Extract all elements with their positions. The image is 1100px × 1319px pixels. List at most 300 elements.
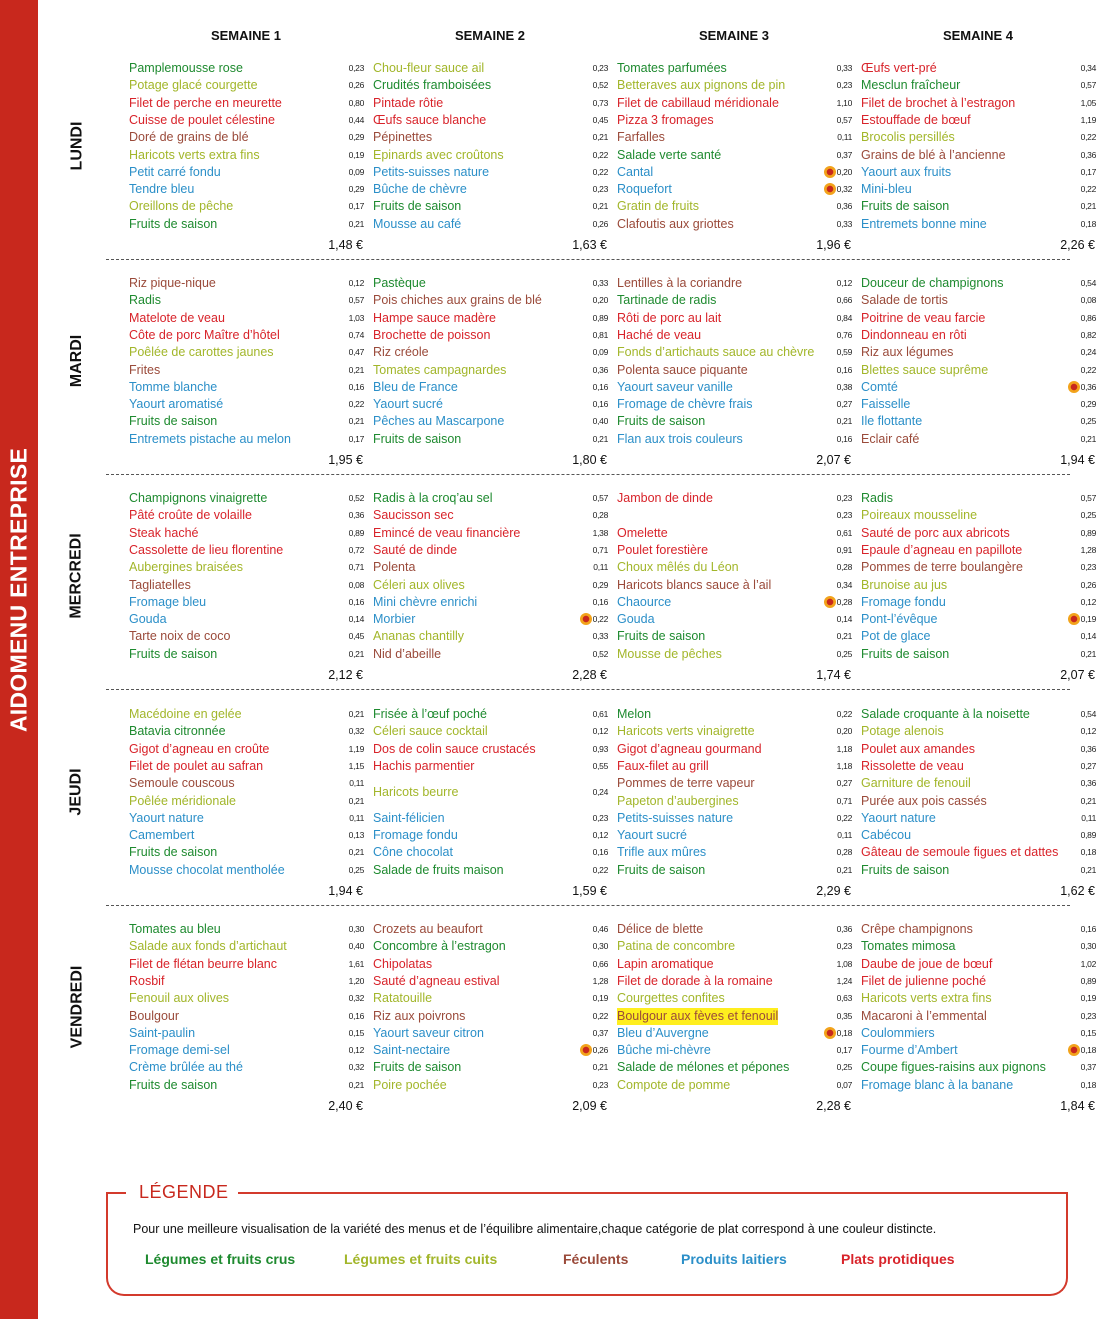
day-label-text: JEUDI (68, 768, 85, 816)
menu-item (861, 396, 1096, 413)
menu-item (129, 1077, 364, 1094)
dish-name: Estouffade de bœuf (861, 112, 971, 127)
menu-item (373, 181, 608, 198)
dish-price: 0,21 (836, 864, 852, 875)
dish-price: 0,66 (836, 295, 852, 306)
menu-item (617, 1059, 852, 1076)
dish-name: Œufs sauce blanche (373, 112, 487, 127)
dish-name: Sauté de porc aux abricots (861, 525, 1010, 540)
dish-name: Fruits de saison (129, 1077, 218, 1092)
menu-item (129, 921, 364, 938)
dish-price: 0,21 (348, 364, 364, 375)
dish-price: 0,23 (592, 812, 608, 823)
menu-item (373, 973, 608, 990)
dish-price: 0,38 (836, 381, 852, 392)
menu-item (617, 379, 852, 396)
dish-price: 0,12 (592, 726, 608, 737)
dish-name: Céleri sauce cocktail (373, 724, 488, 739)
menu-item (129, 938, 364, 955)
dish-name: Fenouil aux olives (129, 991, 230, 1006)
menu-item (129, 723, 364, 740)
dish-name: Poulet aux amandes (861, 741, 975, 756)
dish-name: Brochette de poisson (373, 327, 491, 342)
dish-price: 0,24 (1080, 347, 1096, 358)
aoc-label-icon (580, 613, 592, 625)
dish-name: Haricots verts extra fins (129, 147, 260, 162)
day-total-price: 2,40 € (328, 1099, 363, 1113)
menu-item (129, 198, 364, 215)
menu-item (861, 344, 1096, 361)
day-label (54, 706, 100, 878)
dish-price: 0,29 (592, 579, 608, 590)
dish-name: Entremets bonne mine (861, 216, 987, 231)
dish-name: Délice de blette (617, 922, 704, 936)
dish-name: Filet de dorade à la romaine (617, 973, 773, 988)
dish-name: Aubergines braisées (129, 560, 243, 575)
menu-item (129, 1025, 364, 1042)
menu-item (129, 112, 364, 129)
dish-name: Riz pique-nique (129, 276, 216, 290)
dish-price: 0,89 (1080, 975, 1096, 986)
aoc-label-icon (1068, 381, 1080, 393)
menu-item (617, 181, 852, 198)
dish-price: 0,36 (836, 924, 852, 934)
dish-name: Radis (861, 491, 893, 505)
menu-item (129, 77, 364, 94)
dish-name: Filet de poulet au safran (129, 758, 264, 773)
dish-price: 0,80 (348, 97, 364, 108)
dish-price: 0,23 (836, 941, 852, 952)
dish-price: 0,21 (348, 709, 364, 719)
dish-price: 0,23 (1080, 1010, 1096, 1021)
dish-price: 0,11 (349, 778, 364, 789)
sidebar-title: AIDOMENU ENTREPRISE (5, 447, 32, 733)
dish-price: 1,02 (1080, 958, 1096, 969)
aoc-label-icon (1068, 613, 1080, 625)
dish-price: 1,28 (592, 975, 608, 986)
menu-item (129, 793, 364, 810)
menu-item (617, 844, 852, 861)
menu-item (129, 181, 364, 198)
dish-name: Filet de brochet à l’estragon (861, 95, 1016, 110)
day-total-price: 1,94 € (1060, 453, 1095, 467)
dish-name: Morbier (373, 612, 416, 627)
aoc-label-icon (580, 1044, 592, 1056)
menu-item (373, 413, 608, 430)
menu-item (617, 292, 852, 309)
dish-name: Radis (129, 293, 161, 308)
menu-item (617, 344, 852, 361)
menu-item (129, 559, 364, 576)
dish-name: Pot de glace (861, 629, 931, 644)
dish-name: Bleu de France (373, 379, 458, 394)
menu-item (861, 129, 1096, 146)
menu-item (861, 921, 1096, 938)
dish-name: Boulgour aux fèves et fenouil (617, 1008, 779, 1023)
menu-item (861, 275, 1096, 292)
dish-name: Salade croquante à la noisette (861, 707, 1030, 721)
menu-item (617, 525, 852, 542)
menu-item (373, 646, 608, 663)
dish-price: 1,05 (1080, 97, 1096, 108)
menu-item (617, 310, 852, 327)
menu-item (617, 594, 852, 611)
dish-name: Garniture de fenouil (861, 776, 971, 791)
dish-price: 0,32 (348, 993, 364, 1004)
dish-price: 0,19 (1080, 993, 1096, 1004)
menu-item (861, 1059, 1096, 1076)
dish-name: Haricots beurre (373, 784, 459, 799)
menu-item (617, 827, 852, 844)
dish-name: Oreillons de pêche (129, 199, 234, 214)
dish-name: Fruits de saison (861, 199, 950, 214)
dish-name: Pizza 3 fromages (617, 112, 714, 127)
dish-price: 0,16 (1080, 924, 1096, 934)
dish-name: Mousse de pêches (617, 646, 722, 661)
dish-price: 0,84 (836, 312, 852, 323)
dish-name: Polenta sauce piquante (617, 362, 748, 377)
dish-name: Mesclun fraîcheur (861, 78, 961, 93)
day-total-price: 2,28 € (572, 668, 607, 682)
day-total-price: 1,84 € (1060, 1099, 1095, 1113)
dish-name: Filet de flétan beurre blanc (129, 956, 278, 971)
dish-name: Fruits de saison (617, 414, 706, 429)
dish-price: 0,20 (836, 726, 852, 737)
menu-item (373, 112, 608, 129)
dish-name: Yaourt aux fruits (861, 164, 952, 179)
dish-name: Pépinettes (373, 130, 433, 145)
dish-name: Poitrine de veau farcie (861, 310, 986, 325)
dish-price: 0,23 (836, 510, 852, 521)
menu-item (373, 95, 608, 112)
dish-price: 0,37 (592, 1027, 608, 1038)
dish-price: 0,86 (1080, 312, 1096, 323)
dish-price: 0,21 (836, 631, 852, 642)
dish-price: 0,28 (836, 847, 852, 858)
dish-price: 0,52 (592, 648, 608, 659)
dish-name: Chipolatas (373, 956, 433, 971)
menu-item (617, 741, 852, 758)
dish-price: 0,17 (348, 433, 364, 444)
dish-name: Mini chèvre enrichi (373, 594, 478, 609)
dish-price: 0,25 (1080, 510, 1096, 521)
menu-item (861, 758, 1096, 775)
menu-item (861, 490, 1096, 507)
menu-item (373, 594, 608, 611)
dish-name: Pêches au Mascarpone (373, 414, 505, 429)
dish-price: 0,25 (348, 864, 364, 875)
day-total-price: 1,95 € (328, 453, 363, 467)
dish-price: 0,20 (592, 295, 608, 306)
dish-price: 0,16 (592, 596, 608, 607)
dish-name: Patina de concombre (617, 939, 736, 954)
dish-name: Petits-suisses nature (617, 810, 734, 825)
dish-name: Fruits de saison (617, 862, 706, 877)
dish-price: 0,21 (1080, 433, 1096, 444)
menu-item (617, 1077, 852, 1094)
dish-price: 0,16 (348, 596, 364, 607)
dish-name: Crêpe champignons (861, 922, 973, 936)
dish-name: Petits-suisses nature (373, 164, 490, 179)
day-total-price: 1,96 € (816, 238, 851, 252)
dish-price: 1,03 (348, 312, 364, 323)
dish-price: 0,89 (592, 312, 608, 323)
menu-item (861, 77, 1096, 94)
dish-price: 0,11 (593, 562, 608, 573)
legend-category-starches: Féculents (563, 1251, 629, 1267)
dish-name: Riz aux poivrons (373, 1008, 466, 1023)
menu-item (617, 507, 852, 524)
menu-item (861, 292, 1096, 309)
dish-name: Eclair café (861, 431, 920, 446)
dish-name: Pont-l’évêque (861, 612, 938, 627)
dish-name: Brocolis persillés (861, 130, 955, 145)
menu-item (617, 559, 852, 576)
day-separator (106, 259, 1070, 260)
dish-price: 0,35 (836, 1010, 852, 1021)
menu-item (861, 198, 1096, 215)
dish-name: Haricots verts vinaigrette (617, 724, 755, 739)
dish-name: Frites (129, 362, 161, 377)
menu-item (861, 628, 1096, 645)
dish-price: 0,22 (592, 864, 608, 875)
dish-name: Roquefort (617, 182, 672, 197)
menu-item (617, 723, 852, 740)
menu-item (129, 129, 364, 146)
day-total-price: 1,59 € (572, 884, 607, 898)
dish-price: 0,21 (348, 1079, 364, 1090)
menu-item (129, 741, 364, 758)
dish-name: Pois chiches aux grains de blé (373, 293, 542, 308)
dish-price: 0,16 (592, 399, 608, 410)
dish-name: Emincé de veau financière (373, 525, 521, 540)
menu-item (373, 628, 608, 645)
dish-name: Poulet forestière (617, 542, 709, 557)
menu-item (861, 181, 1096, 198)
dish-name: Farfalles (617, 130, 665, 145)
legend-description: Pour une meilleure visualisation de la variété des menus et de l’équilibre alimentaire,chaque catégorie de plat correspond à une couleur distincte. (133, 1222, 937, 1236)
menu-item (129, 646, 364, 663)
dish-price: 0,28 (836, 562, 852, 573)
dish-name: Crème brûlée au thé (129, 1060, 243, 1075)
menu-item (129, 844, 364, 861)
menu-item (373, 723, 608, 740)
menu-item (373, 77, 608, 94)
dish-price: 0,71 (348, 562, 364, 573)
dish-price: 0,16 (836, 433, 852, 444)
menu-item (617, 862, 852, 879)
menu-item (861, 741, 1096, 758)
dish-price: 0,47 (348, 347, 364, 358)
menu-item (129, 1042, 364, 1059)
dish-name: Hachis parmentier (373, 758, 475, 773)
menu-item (129, 1008, 364, 1025)
dish-name: Polenta (373, 560, 416, 575)
dish-price: 0,11 (349, 812, 364, 823)
menu-item (129, 577, 364, 594)
menu-item (617, 577, 852, 594)
legend-box (106, 1193, 1068, 1296)
menu-item (129, 344, 364, 361)
menu-item (861, 827, 1096, 844)
dish-name: Radis à la croq’au sel (373, 491, 493, 505)
dish-price: 0,26 (592, 218, 608, 229)
dish-price: 0,26 (348, 80, 364, 91)
dish-name: Yaourt sucré (373, 397, 443, 412)
dish-price: 0,21 (348, 218, 364, 229)
dish-price: 0,21 (836, 416, 852, 427)
menu-item (861, 147, 1096, 164)
menu-item (129, 706, 364, 723)
menu-item (373, 862, 608, 879)
menu-item (129, 594, 364, 611)
dish-name: Filet de cabillaud méridionale (617, 95, 779, 110)
legend-category-dairy: Produits laitiers (681, 1251, 787, 1267)
menu-item (373, 344, 608, 361)
day-total-price: 2,09 € (572, 1099, 607, 1113)
dish-price: 0,21 (592, 132, 608, 143)
dish-name: Bleu d’Auvergne (617, 1025, 709, 1040)
dish-name: Coupe figues-raisins aux pignons (861, 1060, 1046, 1075)
dish-price: 0,89 (348, 527, 364, 538)
dish-name: Yaourt aromatisé (129, 397, 224, 412)
menu-item (861, 1008, 1096, 1025)
day-label (54, 60, 100, 232)
menu-item (373, 216, 608, 233)
menu-item (617, 775, 852, 792)
dish-name: Faisselle (861, 397, 911, 412)
dish-price: 0,20 (836, 166, 852, 177)
dish-name: Salade de tortis (861, 293, 948, 308)
dish-price: 0,23 (348, 63, 364, 73)
dish-name: Cabécou (861, 828, 912, 843)
dish-name: Compote de pomme (617, 1077, 731, 1092)
dish-name: Omelette (617, 525, 668, 540)
dish-name: Mousse chocolat mentholée (129, 862, 285, 877)
dish-price: 0,19 (348, 149, 364, 160)
menu-item (617, 611, 852, 628)
dish-name: Concombre à l’estragon (373, 939, 506, 954)
dish-price: 1,08 (836, 958, 852, 969)
dish-name: Tomates parfumées (617, 61, 727, 75)
dish-price: 0,32 (836, 184, 852, 195)
menu-item (373, 577, 608, 594)
menu-item (129, 292, 364, 309)
dish-price: 0,22 (592, 166, 608, 177)
menu-item (373, 362, 608, 379)
menu-item (861, 990, 1096, 1007)
dish-name: Poireaux mousseline (861, 508, 978, 523)
dish-price: 0,57 (1080, 80, 1096, 91)
dish-name: Tomates au bleu (129, 922, 221, 936)
menu-item (129, 611, 364, 628)
dish-name: Gratin de fruits (617, 199, 699, 214)
dish-name: Epinards avec croûtons (373, 147, 504, 162)
dish-name: Batavia citronnée (129, 724, 226, 739)
dish-price: 0,34 (1080, 63, 1096, 73)
dish-name: Tomates campagnardes (373, 362, 507, 377)
dish-price: 1,28 (1080, 544, 1096, 555)
dish-name: Betteraves aux pignons de pin (617, 78, 786, 93)
menu-item (373, 921, 608, 938)
menu-item (373, 292, 608, 309)
dish-price: 1,20 (348, 975, 364, 986)
dish-price: 0,76 (836, 329, 852, 340)
dish-price: 0,21 (592, 201, 608, 212)
dish-name: Cassolette de lieu florentine (129, 542, 284, 557)
menu-item (617, 413, 852, 430)
menu-item (617, 758, 852, 775)
dish-name: Faux-filet au grill (617, 758, 709, 773)
dish-name: Fruits de saison (129, 216, 218, 231)
menu-item (129, 310, 364, 327)
dish-name: Fruits de saison (373, 1060, 462, 1075)
dish-price: 0,16 (348, 381, 364, 392)
dish-name: Daube de joue de bœuf (861, 956, 993, 971)
menu-item (861, 1077, 1096, 1094)
dish-name: Fromage fondu (861, 594, 946, 609)
dish-name: Côte de porc Maître d’hôtel (129, 327, 280, 342)
menu-item (129, 990, 364, 1007)
dish-price: 0,17 (348, 201, 364, 212)
menu-item (617, 129, 852, 146)
dish-price: 0,08 (1080, 295, 1096, 306)
dish-name: Haché de veau (617, 327, 702, 342)
day-total-price: 1,80 € (572, 453, 607, 467)
dish-price: 0,40 (348, 941, 364, 952)
day-total-price: 1,63 € (572, 238, 607, 252)
dish-price: 0,22 (836, 709, 852, 719)
day-label-text: VENDREDI (68, 965, 85, 1049)
dish-price: 0,29 (1080, 399, 1096, 410)
dish-name: Coulommiers (861, 1025, 935, 1040)
day-separator (106, 689, 1070, 690)
dish-price: 0,23 (836, 493, 852, 503)
aoc-label-icon (824, 596, 836, 608)
dish-name: Potage alenois (861, 724, 944, 739)
menu-item (129, 60, 364, 77)
dish-name: Pommes de terre vapeur (617, 776, 755, 791)
dish-name: Fruits de saison (373, 431, 462, 446)
dish-name: Saint-nectaire (373, 1043, 451, 1058)
menu-item (373, 525, 608, 542)
dish-name: Tomme blanche (129, 379, 218, 394)
dish-price: 1,18 (836, 743, 852, 754)
menu-item (861, 577, 1096, 594)
menu-item (373, 379, 608, 396)
dish-price: 0,12 (836, 278, 852, 288)
dish-price: 0,16 (836, 364, 852, 375)
legend-category-cooked-vegetables: Légumes et fruits cuits (344, 1251, 498, 1267)
dish-name: Salade de fruits maison (373, 862, 504, 877)
dish-price: 0,33 (836, 63, 852, 73)
dish-name: Yaourt nature (861, 810, 936, 825)
menu-item (129, 1059, 364, 1076)
dish-price: 0,57 (592, 493, 608, 503)
menu-item (373, 559, 608, 576)
dish-name: Fruits de saison (373, 199, 462, 214)
dish-price: 0,36 (1080, 149, 1096, 160)
menu-item (861, 431, 1096, 448)
dish-name: Filet de julienne poché (861, 973, 987, 988)
dish-name: Yaourt sucré (617, 828, 687, 843)
dish-price: 0,26 (592, 1045, 608, 1056)
dish-name: Fruits de saison (129, 845, 218, 860)
dish-price: 0,14 (1080, 631, 1096, 642)
menu-item (617, 542, 852, 559)
menu-item (617, 431, 852, 448)
dish-price: 0,33 (592, 631, 608, 642)
